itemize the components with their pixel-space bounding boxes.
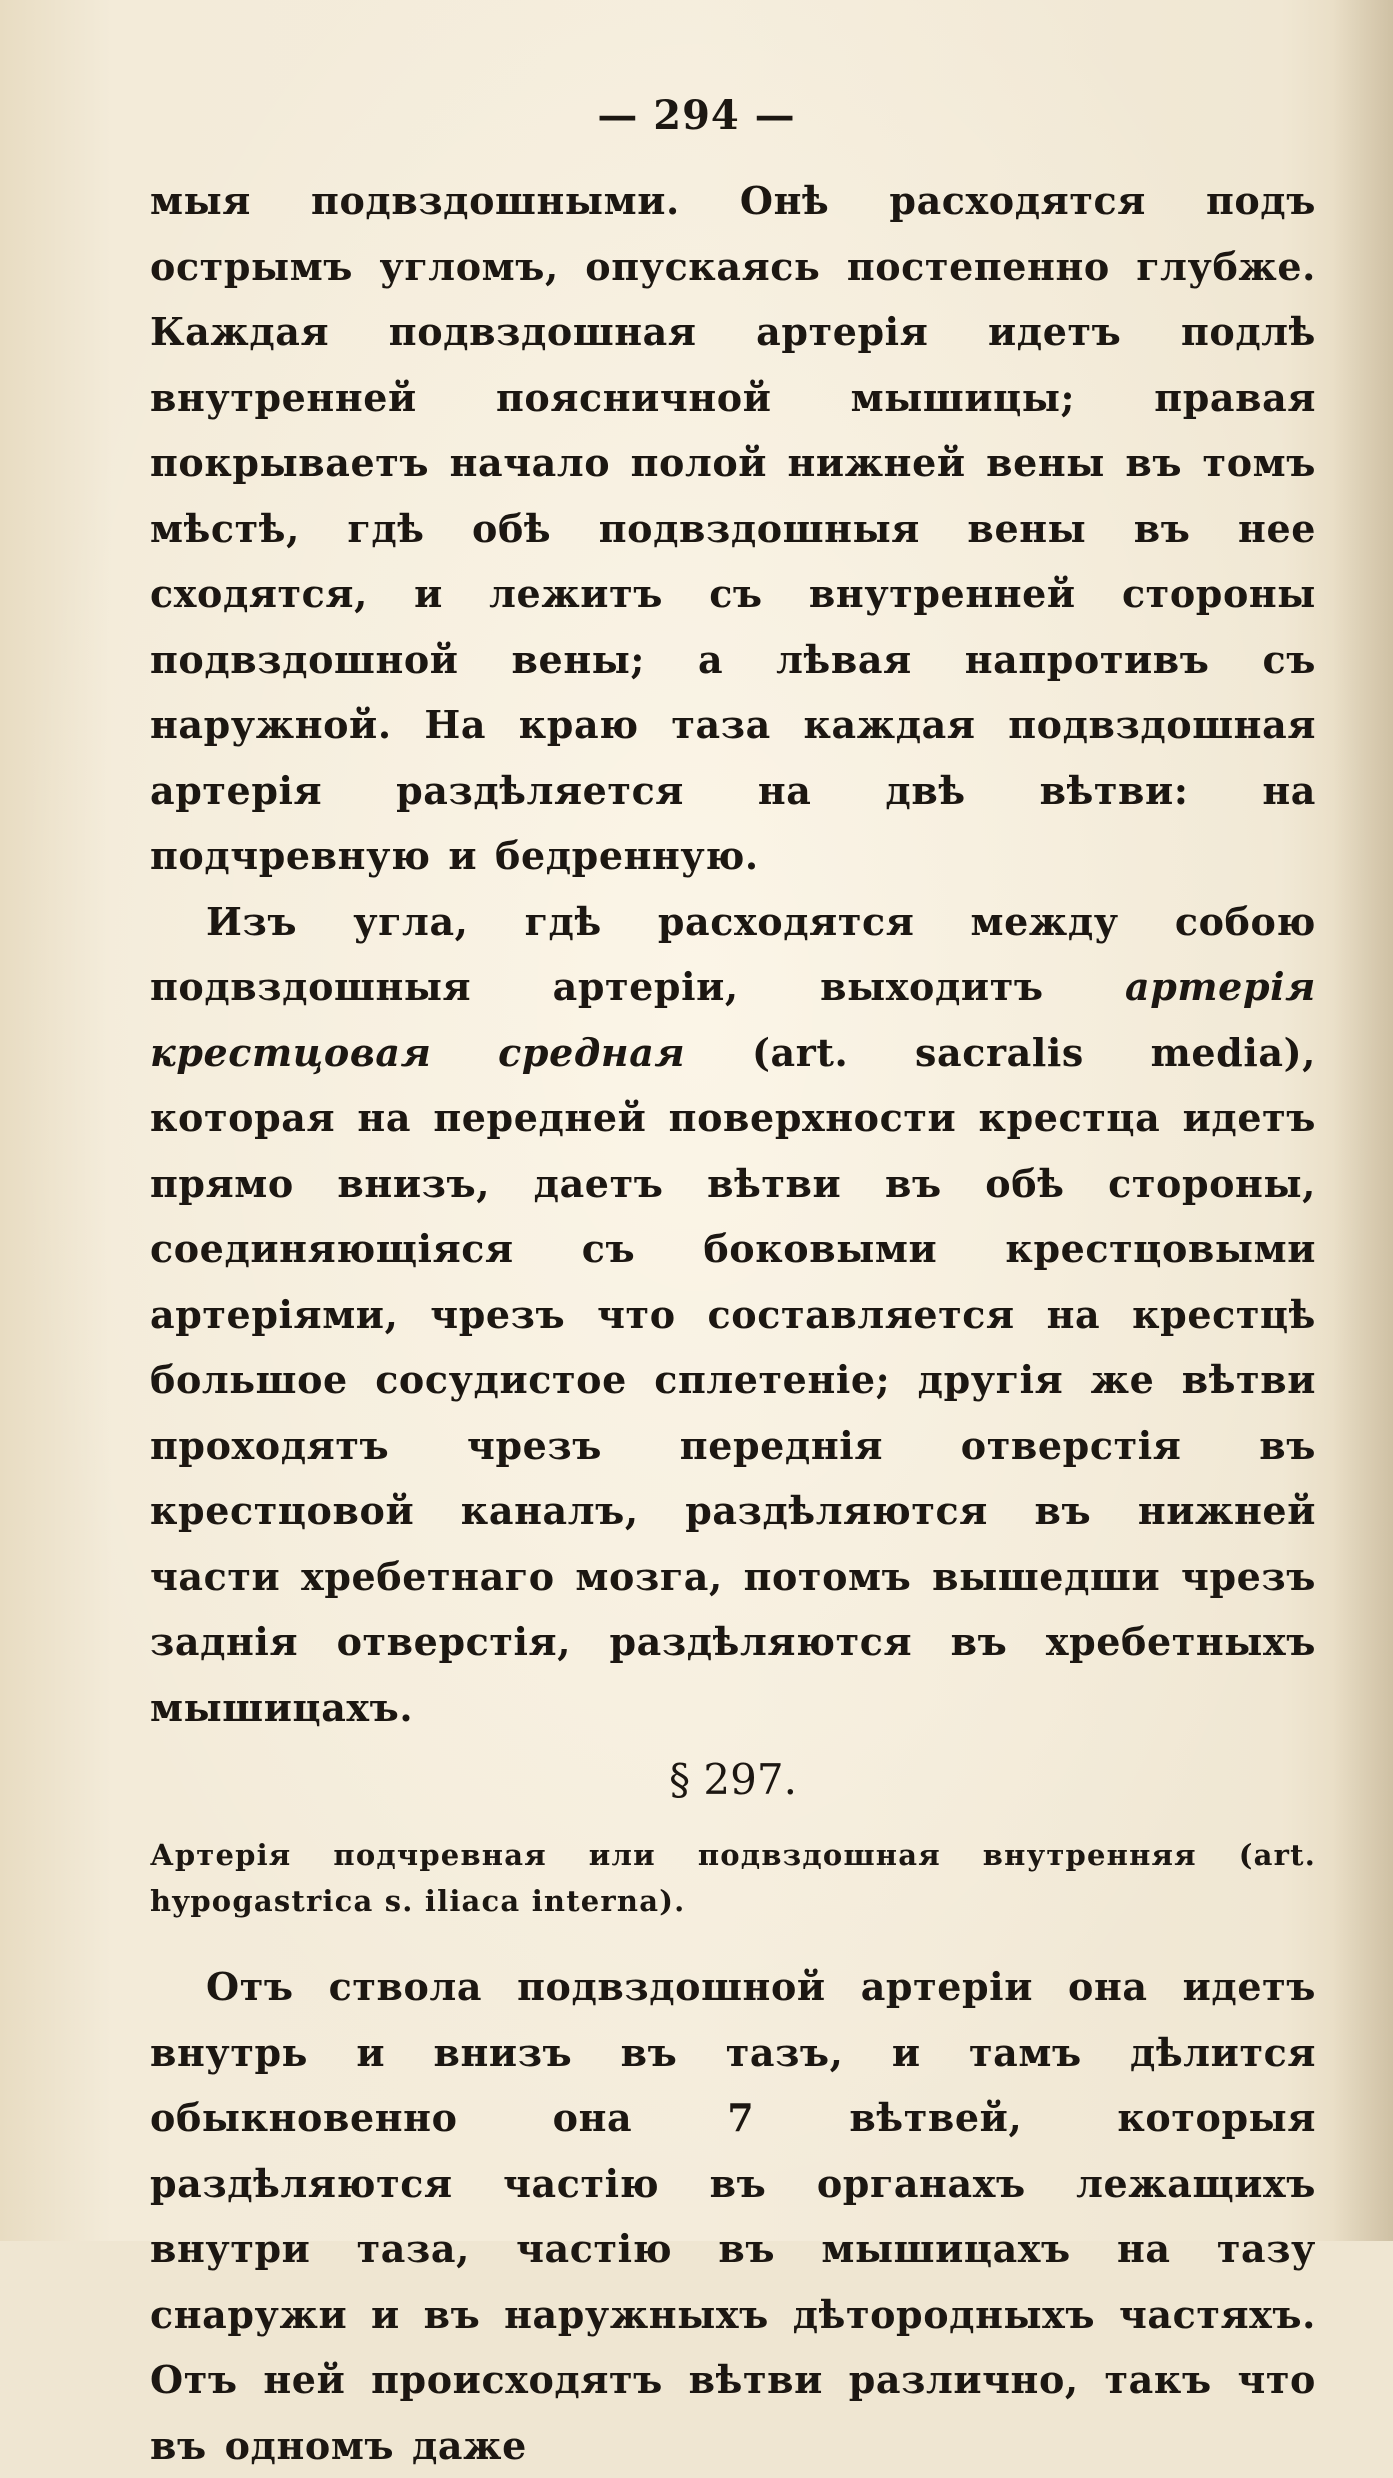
paragraph-sacral-artery (150, 889, 1316, 1741)
paragraph-text: Изъ угла, гдѣ расходятся между собою подвздошныя артеріи, выходитъ (150, 898, 1316, 1009)
section-number: § 297. (669, 1755, 797, 1804)
paragraph-continuation: мыя подвздошными. Онѣ расходятся подъ острымъ угломъ, опускаясь постепенно глубже. Каждая подвздошная артерія идетъ подлѣ внутренней поясничной мышицы; правая покрываетъ начало полой нижней вены въ томъ мѣстѣ, гдѣ обѣ подвздошныя вены въ нее сходятся, и лежитъ съ внутренней стороны подвздошной вены; а лѣвая напротивъ съ наружной. На краю таза каждая подвздошная артерія раздѣляется на двѣ вѣтви: на подчревную и бедренную. (150, 178, 1316, 878)
page-number: — 294 — (597, 92, 796, 139)
paragraph-text: (art. sacralis media), которая на передней поверхности крестца идетъ прямо внизъ, даетъ вѣтви въ обѣ стороны, соединяющіяся съ боковыми крестцовыми артеріями, чрезъ что составляется на крестцѣ большое сосудистое сплетеніе; другія же вѣтви проходятъ чрезъ переднія отверстія въ крестцовой каналъ, раздѣляются въ нижней части хребетнаго мозга, потомъ вышедши чрезъ заднія отверстія, раздѣляются въ хребетныхъ мышицахъ. (150, 1029, 1316, 1730)
text-body (150, 168, 1316, 2478)
paragraph-hypogastric-artery: Отъ ствола подвздошной артеріи она идетъ внутрь и внизъ въ тазъ, и тамъ дѣлится обыкновенно она 7 вѣтвей, которыя раздѣляются частію въ органахъ лежащихъ внутри таза, частію въ мышицахъ на тазу снаружи и въ наружныхъ дѣтородныхъ частяхъ. Отъ ней происходятъ вѣтви различно, такъ что въ одномъ даже (150, 1964, 1316, 2468)
section-heading: Артерія подчревная или подвздошная внутренняя (art. hypogastrica s. iliaca interna). (150, 1838, 1316, 1918)
page-edge-shadow (1333, 0, 1393, 2241)
italic-term: артерія крестцовая средная (150, 964, 1316, 1075)
